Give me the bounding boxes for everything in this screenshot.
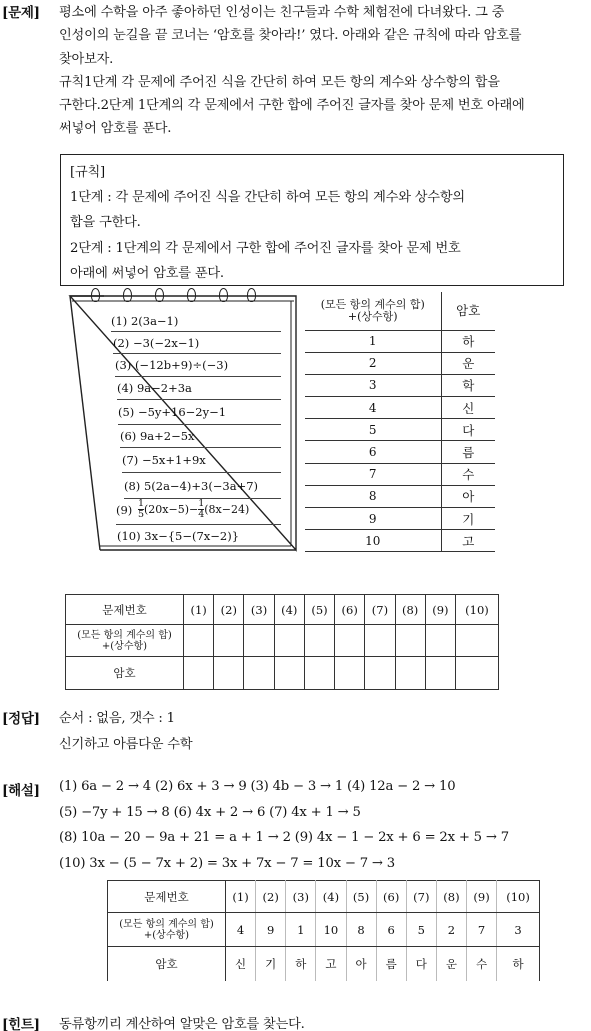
notepad-problem-9 bbox=[116, 499, 281, 525]
solution-sum: 10 bbox=[316, 913, 346, 947]
code-letter: 하 bbox=[441, 330, 495, 352]
p9-prefix: (9) bbox=[116, 502, 133, 517]
solution-number: (9) bbox=[467, 881, 497, 913]
p9-mid: (20x−5)− bbox=[144, 503, 199, 516]
code-letter: 학 bbox=[441, 374, 495, 396]
solution-line: (5) −7y + 15 → 8 (6) 4x + 2 → 6 (7) 4x + 1 → 5 bbox=[59, 805, 361, 820]
answer-table bbox=[65, 594, 499, 690]
table-row bbox=[305, 463, 495, 485]
solution-sum: 9 bbox=[256, 913, 286, 947]
solution-number: (2) bbox=[256, 881, 286, 913]
ring-icon bbox=[219, 288, 228, 302]
solution-sum: 1 bbox=[286, 913, 316, 947]
answer-line-1: 순서 : 없음, 갯수 : 1 bbox=[59, 711, 175, 726]
p9-f2-num: 1 bbox=[198, 498, 205, 509]
solution-sum: 6 bbox=[376, 913, 406, 947]
problem-line: 구한다.2단계 1단계의 각 문제에서 구한 합에 주어진 글자를 찾아 문제 번호 아래에 bbox=[59, 98, 525, 114]
code-letter: 운 bbox=[441, 352, 495, 374]
answer-tag: [정답] bbox=[2, 711, 40, 727]
problem-line: 써넣어 암호를 푼다. bbox=[59, 121, 172, 137]
solution-code: 신 bbox=[226, 947, 256, 981]
table-row bbox=[305, 508, 495, 530]
solution-sum: 4 bbox=[226, 913, 256, 947]
answer-number: (2) bbox=[214, 595, 244, 625]
table-row bbox=[305, 530, 495, 552]
code-sum: 10 bbox=[305, 530, 441, 552]
answer-blank bbox=[425, 625, 455, 657]
solution-sum: 7 bbox=[467, 913, 497, 947]
solution-sum: 3 bbox=[497, 913, 540, 947]
table-row bbox=[305, 374, 495, 396]
answer-blank bbox=[395, 625, 425, 657]
answer-number: (3) bbox=[244, 595, 274, 625]
answer-blank bbox=[304, 625, 334, 657]
notepad-problem: (5) −5y+16−2y−1 bbox=[118, 400, 281, 425]
p9-f2-den: 4 bbox=[198, 509, 205, 520]
code-sum: 4 bbox=[305, 397, 441, 419]
code-sum: 6 bbox=[305, 441, 441, 463]
answer-number: (1) bbox=[184, 595, 214, 625]
answer-number: (5) bbox=[304, 595, 334, 625]
answer-blank bbox=[335, 625, 365, 657]
code-letter: 고 bbox=[441, 530, 495, 552]
rules-box bbox=[60, 154, 564, 286]
code-letter: 다 bbox=[441, 419, 495, 441]
code-sum: 2 bbox=[305, 352, 441, 374]
answer-blank bbox=[365, 625, 395, 657]
ring-icon bbox=[123, 288, 132, 302]
solution-row-label: 암호 bbox=[108, 947, 226, 981]
problem-tag: [문제] bbox=[2, 5, 40, 21]
answer-row-label: 문제번호 bbox=[66, 595, 184, 625]
rules-line: 합을 구한다. bbox=[70, 215, 141, 230]
notepad bbox=[64, 288, 300, 556]
rules-title: [규칙] bbox=[70, 165, 105, 180]
p9-f1-num: 1 bbox=[137, 498, 144, 509]
answer-number: (9) bbox=[425, 595, 455, 625]
code-header-sum: (모든 항의 계수의 합) +(상수항) bbox=[305, 292, 441, 330]
solution-number: (8) bbox=[436, 881, 466, 913]
code-sum: 9 bbox=[305, 508, 441, 530]
answer-blank bbox=[395, 657, 425, 690]
code-letter: 기 bbox=[441, 508, 495, 530]
problem-line: 규칙1단계 각 문제에 주어진 식을 간단히 하여 모든 항의 계수와 상수항의 합을 bbox=[59, 74, 500, 90]
notepad-problem: (10) 3x−{5−(7x−2)} bbox=[117, 529, 240, 543]
code-letter: 아 bbox=[441, 485, 495, 507]
answer-blank bbox=[184, 625, 214, 657]
answer-blank bbox=[335, 657, 365, 690]
problem-text bbox=[59, 1, 525, 141]
answer-blank bbox=[244, 625, 274, 657]
answer-blank bbox=[274, 657, 304, 690]
code-sum: 7 bbox=[305, 463, 441, 485]
answer-blank bbox=[365, 657, 395, 690]
answer-blank bbox=[274, 625, 304, 657]
ring-icon bbox=[247, 288, 256, 302]
hint-tag: [힌트] bbox=[2, 1017, 40, 1031]
solution-code: 름 bbox=[376, 947, 406, 981]
table-row bbox=[305, 485, 495, 507]
answer-blank bbox=[244, 657, 274, 690]
solution-sum: 5 bbox=[406, 913, 436, 947]
p9-f1-den: 5 bbox=[137, 509, 144, 520]
table-row bbox=[305, 330, 495, 352]
table-row bbox=[305, 419, 495, 441]
code-sum: 8 bbox=[305, 485, 441, 507]
problem-line: 평소에 수학을 아주 좋아하던 인성이는 친구들과 수학 체험전에 다녀왔다. 그 중 bbox=[59, 5, 505, 20]
notepad-problem: (3) (−12b+9)÷(−3) bbox=[115, 354, 281, 377]
p9-suffix: (8x−24) bbox=[204, 503, 250, 516]
solution-code: 아 bbox=[346, 947, 376, 981]
answer-blank bbox=[304, 657, 334, 690]
solution-code: 수 bbox=[467, 947, 497, 981]
solution-code: 기 bbox=[256, 947, 286, 981]
code-letter: 름 bbox=[441, 441, 495, 463]
solution-code: 다 bbox=[406, 947, 436, 981]
code-sum: 5 bbox=[305, 419, 441, 441]
answer-number: (7) bbox=[365, 595, 395, 625]
solution-code: 하 bbox=[497, 947, 540, 981]
code-table bbox=[305, 292, 495, 552]
notepad-problem: (8) 5(2a−4)+3(−3a+7) bbox=[124, 473, 281, 499]
problem-line: 찾아보자. bbox=[59, 51, 114, 67]
answer-blank bbox=[455, 657, 498, 690]
solution-tag: [해설] bbox=[2, 783, 40, 799]
table-row bbox=[305, 441, 495, 463]
solution-number: (3) bbox=[286, 881, 316, 913]
answer-number: (4) bbox=[274, 595, 304, 625]
notepad-problem: (1) 2(3a−1) bbox=[111, 311, 281, 332]
answer-blank bbox=[455, 625, 498, 657]
table-row bbox=[305, 352, 495, 374]
solution-code: 고 bbox=[316, 947, 346, 981]
rules-line: 2단계 : 1단계의 각 문제에서 구한 합에 주어진 글자를 찾아 문제 번호 bbox=[70, 241, 461, 256]
notepad-problem: (7) −5x+1+9x bbox=[122, 448, 281, 473]
notepad-problem: (2) −3(−2x−1) bbox=[113, 332, 281, 354]
solution-line: (1) 6a − 2 → 4 (2) 6x + 3 → 9 (3) 4b − 3 → 1 (4) 12a − 2 → 10 bbox=[59, 779, 456, 794]
solution-number: (4) bbox=[316, 881, 346, 913]
answer-number: (10) bbox=[455, 595, 498, 625]
code-letter: 수 bbox=[441, 463, 495, 485]
solution-number: (6) bbox=[376, 881, 406, 913]
notepad-problem: (4) 9a−2+3a bbox=[117, 377, 281, 400]
solution-line: (10) 3x − (5 − 7x + 2) = 3x + 7x − 7 = 10x − 7 → 3 bbox=[59, 856, 395, 871]
notepad-problem: (6) 9a+2−5x bbox=[120, 425, 281, 448]
rules-line: 아래에 써넣어 암호를 푼다. bbox=[70, 266, 224, 281]
answer-row-label: (모든 항의 계수의 합) +(상수항) bbox=[66, 625, 184, 657]
code-sum: 3 bbox=[305, 374, 441, 396]
solution-line: (8) 10a − 20 − 9a + 21 = a + 1 → 2 (9) 4x − 1 − 2x + 6 = 2x + 5 → 7 bbox=[59, 830, 509, 845]
ring-icon bbox=[155, 288, 164, 302]
solution-code: 운 bbox=[436, 947, 466, 981]
solution-number: (1) bbox=[226, 881, 256, 913]
answer-blank bbox=[184, 657, 214, 690]
answer-line-2: 신기하고 아름다운 수학 bbox=[59, 737, 193, 752]
answer-blank bbox=[214, 657, 244, 690]
solution-number: (10) bbox=[497, 881, 540, 913]
solution-code: 하 bbox=[286, 947, 316, 981]
table-row bbox=[305, 397, 495, 419]
solution-row-label: (모든 항의 계수의 합) +(상수항) bbox=[108, 913, 226, 947]
answer-blank bbox=[425, 657, 455, 690]
solution-table bbox=[107, 880, 540, 981]
answer-number: (6) bbox=[335, 595, 365, 625]
answer-blank bbox=[214, 625, 244, 657]
answer-row-label: 암호 bbox=[66, 657, 184, 690]
ring-icon bbox=[91, 288, 100, 302]
solution-sum: 8 bbox=[346, 913, 376, 947]
code-header-code: 암호 bbox=[441, 292, 495, 330]
hint-text: 동류항끼리 계산하여 알맞은 암호를 찾는다. bbox=[59, 1017, 305, 1031]
answer-number: (8) bbox=[395, 595, 425, 625]
solution-number: (5) bbox=[346, 881, 376, 913]
rules-line: 1단계 : 각 문제에 주어진 식을 간단히 하여 모든 항의 계수와 상수항의 bbox=[70, 190, 465, 205]
solution-number: (7) bbox=[406, 881, 436, 913]
problem-line: 인성이의 눈길을 끝 코너는 ‘암호를 찾아라!’ 였다. 아래와 같은 규칙에 따라 암호를 bbox=[59, 28, 522, 44]
code-sum: 1 bbox=[305, 330, 441, 352]
code-letter: 신 bbox=[441, 397, 495, 419]
solution-sum: 2 bbox=[436, 913, 466, 947]
solution-row-label: 문제번호 bbox=[108, 881, 226, 913]
ring-icon bbox=[187, 288, 196, 302]
